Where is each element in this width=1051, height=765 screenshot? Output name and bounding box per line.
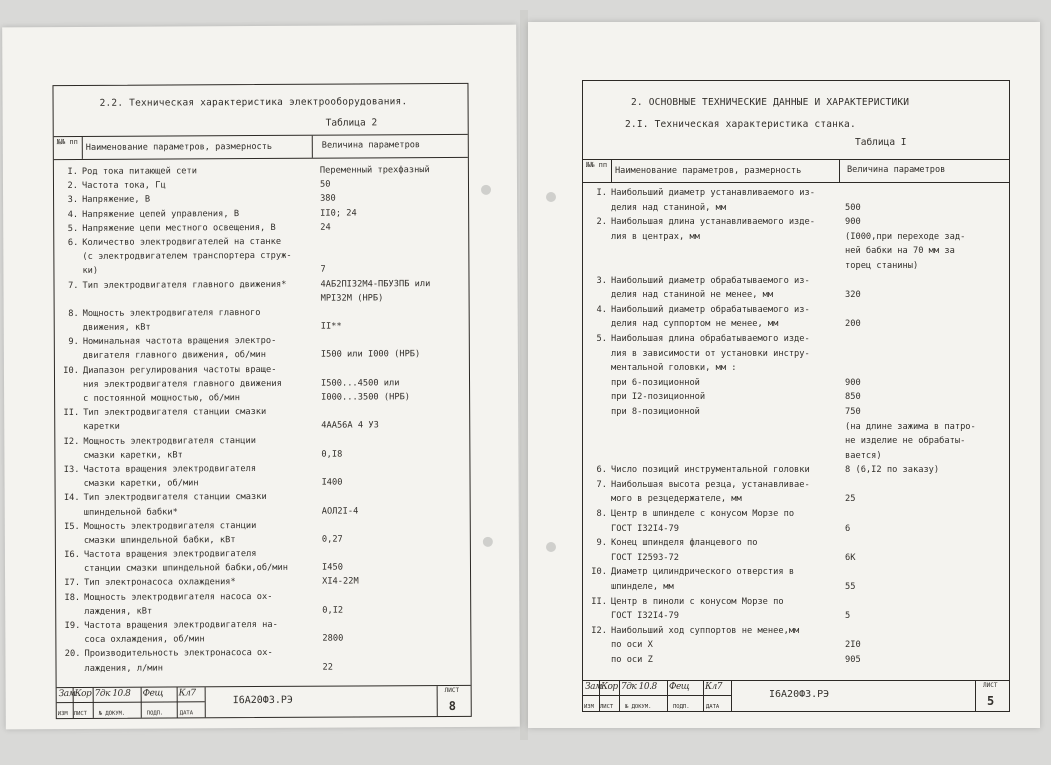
table-row <box>587 552 1009 567</box>
row-parameter: лия в центрах, мм <box>611 231 700 242</box>
column-divider <box>839 160 840 182</box>
stamp-signature: Зам <box>58 688 76 700</box>
row-parameter: соса охлаждения, об/мин <box>84 634 205 646</box>
row-parameter: лаждения, л/мин <box>84 663 164 674</box>
row-value: Переменный трехфазный <box>319 165 430 176</box>
row-parameter: Напряжение цепи местного освещения, В <box>82 222 276 234</box>
stamp-label: № ДОКУМ. <box>625 704 652 710</box>
table-header <box>583 159 1009 183</box>
stamp-cell <box>437 686 438 716</box>
row-parameter: Напряжение, В <box>82 194 151 206</box>
row-value: 0,27 <box>321 534 343 545</box>
row-parameter: при 8-позиционной <box>611 406 700 417</box>
punch-hole <box>546 542 556 552</box>
row-parameter: делия над станиной не менее, мм <box>611 290 774 301</box>
column-param: Наименование параметров, размерность <box>85 141 273 153</box>
row-number: 4. <box>67 209 79 220</box>
row-value: 200 <box>845 319 861 330</box>
row-parameter: Наибольший диаметр обрабатываемого из- <box>611 275 810 286</box>
row-value: 6 <box>845 523 851 534</box>
row-number: 8. <box>596 509 607 520</box>
right-page-frame <box>582 80 1010 712</box>
row-parameter: ния электродвигателя главного движения <box>83 378 282 390</box>
row-parameter: Диаметр цилиндрического отверстия в <box>611 567 795 578</box>
row-number: I0. <box>591 567 607 578</box>
row-parameter: Конец шпинделя фланцевого по <box>611 538 758 549</box>
row-parameter: ГОСТ I2593-72 <box>611 552 679 563</box>
table-row <box>587 260 1009 275</box>
table-row <box>587 566 1009 581</box>
table-row <box>587 479 1009 494</box>
section-heading: 2.I. Техническая характеристика станка. <box>625 119 856 130</box>
row-value: 320 <box>845 290 861 301</box>
stamp-signature: 7дк 10.8 <box>94 688 131 699</box>
row-value: I500 или I000 (НРБ) <box>320 349 421 361</box>
table-row <box>587 508 1009 523</box>
row-number: 5. <box>67 223 79 234</box>
document-code: I6А20Ф3.РЭ <box>232 694 293 707</box>
table-row <box>587 304 1009 319</box>
table-row <box>587 202 1009 217</box>
row-parameter: ментальной головки, мм : <box>611 363 737 374</box>
row-number: 6. <box>596 465 607 476</box>
left-page-frame <box>52 83 471 719</box>
row-parameter: Напряжение цепей управления, В <box>82 208 240 220</box>
row-number: 20. <box>64 649 81 660</box>
table-header <box>54 134 468 160</box>
table-row <box>587 625 1009 640</box>
stamp-signature: Фещ <box>142 688 163 699</box>
row-number: I9. <box>64 620 81 632</box>
row-number: I. <box>596 188 607 198</box>
row-number: 2. <box>67 181 79 192</box>
section-heading: 2.2. Техническая характеристика электрооборудования. <box>99 96 408 109</box>
row-value: 0,I8 <box>321 449 343 460</box>
table-caption: Таблица 2 <box>325 117 378 129</box>
row-number: 3. <box>67 195 79 206</box>
row-parameter: Тип электродвигателя главного движения* <box>82 279 287 291</box>
row-value: 850 <box>845 392 861 403</box>
stamp-signature: Кор <box>601 682 618 692</box>
row-value: вается) <box>845 450 882 461</box>
row-parameter: шпинделе, мм <box>611 582 674 593</box>
row-number: 8. <box>68 308 79 319</box>
column-param: Наименование параметров, размерность <box>615 166 802 176</box>
row-number: 7. <box>596 479 607 490</box>
row-number: 9. <box>68 337 79 348</box>
table-row <box>587 406 1009 421</box>
table-row <box>587 231 1009 246</box>
row-number: I0. <box>63 365 79 376</box>
table-row <box>587 245 1009 260</box>
row-parameter: Род тока питающей сети <box>81 166 198 177</box>
row-number: 2. <box>596 217 607 228</box>
stamp-signature: Кор <box>74 688 92 699</box>
row-number: 3. <box>596 275 607 286</box>
row-number: 4. <box>596 304 607 315</box>
table-row <box>587 596 1009 611</box>
table-row <box>587 377 1009 392</box>
row-value: 0,I2 <box>322 605 344 616</box>
row-value: 8 (6,I2 по заказу) <box>845 465 940 476</box>
parameters-list <box>58 164 471 677</box>
stamp-signature: Кл7 <box>705 682 722 692</box>
page-number: 8 <box>448 698 456 714</box>
column-num: №№ пп <box>56 137 78 147</box>
row-parameter: Мощность электродвигателя станции <box>83 435 256 447</box>
row-value: 2I0 <box>845 640 861 651</box>
row-value: МРI32М (НРБ) <box>320 293 384 304</box>
stamp-signature: Кл7 <box>178 688 196 699</box>
row-parameter: мого в резцедержателе, мм <box>611 494 742 505</box>
title-block <box>583 680 1009 711</box>
row-value: 6К <box>845 552 856 563</box>
row-value: 905 <box>845 655 861 665</box>
document-code: I6А20Ф3.РЭ <box>769 689 830 700</box>
row-parameter: Наибольший ход суппортов не менее,мм <box>611 625 800 636</box>
row-number: I7. <box>64 578 81 589</box>
row-parameter: двигателя главного движения, об/мин <box>82 350 266 362</box>
page-number: 5 <box>987 694 995 708</box>
column-divider <box>312 136 313 158</box>
table-row <box>587 654 1009 669</box>
row-number: II. <box>63 408 80 419</box>
row-parameter: Количество электродвигателей на станке <box>82 236 282 248</box>
stamp-label: ИЗМ <box>57 711 68 718</box>
page-fold-gap <box>520 10 528 740</box>
row-value: не изделие не обрабаты- <box>845 436 966 447</box>
table-row <box>587 333 1009 348</box>
table-row <box>587 318 1009 333</box>
row-parameter: Наибольшая длина обрабатываемого изде- <box>611 333 810 344</box>
row-parameter: Частота вращения электродвигателя <box>83 549 257 560</box>
row-value: торец станины) <box>845 260 919 271</box>
row-parameter: движения, кВт <box>82 322 151 333</box>
table-row <box>60 660 470 676</box>
stamp-label: ЛИСТ <box>73 710 88 717</box>
table-row <box>587 581 1009 596</box>
row-value: 380 <box>320 193 336 205</box>
right-page <box>528 22 1040 728</box>
row-parameter: при I2-позиционной <box>611 392 706 403</box>
table-row <box>587 537 1009 552</box>
left-page <box>2 25 520 730</box>
row-parameter: ГОСТ I32I4-79 <box>611 523 679 534</box>
row-parameter: Центр в шпинделе с конусом Морзе по <box>611 509 795 520</box>
row-parameter: Тип электронасоса охлаждения* <box>84 577 236 589</box>
column-num: №№ пп <box>586 161 608 169</box>
row-parameter: Частота вращения электродвигателя на- <box>84 619 278 631</box>
column-divider <box>611 160 612 182</box>
table-caption: Таблица I <box>855 137 907 148</box>
row-parameter: Наибольший диаметр обрабатываемого из- <box>611 304 810 315</box>
row-parameter: смазки каретки, об/мин <box>83 478 199 490</box>
table-row <box>587 348 1009 363</box>
row-parameter: Мощность электродвигателя станции <box>83 520 257 532</box>
table-row <box>587 450 1009 465</box>
row-value: 25 <box>845 494 856 505</box>
row-parameter: ГОСТ I32I4-79 <box>611 611 679 622</box>
row-parameter: (с электродвигателем транспортера струж- <box>82 250 292 263</box>
row-value: 55 <box>845 582 856 593</box>
row-value: (I000,при переходе зад- <box>845 231 966 242</box>
row-number: 6. <box>67 237 79 248</box>
row-parameter: с постоянной мощностью, об/мин <box>83 393 241 404</box>
stamp-label: ИЗМ <box>584 704 594 710</box>
table-row <box>587 639 1009 654</box>
row-number: I2. <box>63 436 80 447</box>
row-value: 4АА56А 4 У3 <box>321 420 379 432</box>
row-value: 500 <box>845 202 861 213</box>
table-row <box>587 493 1009 508</box>
row-parameter: по оси X <box>611 640 653 651</box>
title-block <box>57 685 471 718</box>
table-row <box>587 435 1009 450</box>
sheet-label: ЛИСТ <box>983 682 998 689</box>
stamp-signature: Фещ <box>669 682 690 692</box>
row-parameter: лаждения, кВт <box>84 606 153 617</box>
table-row <box>587 421 1009 436</box>
stamp-label: ДАТА <box>179 710 194 717</box>
table-row <box>587 523 1009 538</box>
row-parameter: смазки шпиндельной бабки, кВт <box>83 535 236 546</box>
column-value: Величина параметров <box>321 140 421 151</box>
row-parameter: каретки <box>83 422 120 433</box>
stamp-label: № ДОКУМ. <box>98 710 126 717</box>
row-parameter: Номинальная частота вращения электро- <box>82 336 277 348</box>
row-number: I4. <box>63 493 80 504</box>
stamp-label: ДАТА <box>706 704 720 710</box>
row-parameter: Наибольший диаметр устанавливаемого из- <box>611 188 815 198</box>
row-parameter: шпиндельной бабки* <box>83 506 178 518</box>
row-value: 7 <box>320 264 326 275</box>
punch-hole <box>546 192 556 202</box>
row-value: I400 <box>321 477 343 488</box>
row-parameter: Тип электродвигателя станции смазки <box>83 407 267 419</box>
row-value: I000...3500 (НРБ) <box>321 392 411 403</box>
row-value: 5 <box>845 611 851 622</box>
table-row <box>587 391 1009 406</box>
row-number: 7. <box>68 280 79 291</box>
parameters-list <box>587 187 1009 669</box>
row-value: ней бабки на 70 мм за <box>845 246 955 257</box>
table-row <box>587 187 1009 202</box>
row-number: I8. <box>64 592 81 603</box>
row-parameter: Диапазон регулирования частоты враще- <box>82 364 277 376</box>
row-value: II** <box>320 321 342 332</box>
row-value: I450 <box>321 562 343 573</box>
row-parameter: по оси Z <box>611 655 653 665</box>
row-parameter: Центр в пиноли с конусом Морзе по <box>611 596 784 607</box>
row-number: 5. <box>596 333 607 344</box>
stamp-label: ПОДП. <box>146 710 164 717</box>
stamp-signature: Зам <box>585 682 602 692</box>
table-row <box>587 216 1009 231</box>
stamp-label: ПОДП. <box>673 704 690 710</box>
row-parameter: Наибольшая длина устанавливаемого изде- <box>611 217 815 228</box>
row-number: I6. <box>64 550 80 561</box>
row-number: II. <box>591 596 607 607</box>
row-number: I5. <box>64 521 80 532</box>
table-row <box>587 289 1009 304</box>
table-row <box>587 362 1009 377</box>
row-value: 900 <box>845 377 861 388</box>
row-number: I3. <box>63 464 80 475</box>
table-row <box>587 610 1009 625</box>
stamp-signature: 7дк 10.8 <box>621 682 657 692</box>
punch-hole <box>481 185 491 195</box>
row-value: II0; 24 <box>320 208 357 219</box>
row-number: I. <box>67 166 78 178</box>
row-value: 4АБ2ПI32М4-ПБУЗПБ или <box>320 278 431 290</box>
row-value: 24 <box>320 222 331 233</box>
row-parameter: Мощность электродвигателя главного <box>82 307 261 319</box>
row-number: I2. <box>591 625 607 636</box>
stamp-label: ЛИСТ <box>600 704 614 710</box>
row-parameter: при 6-позиционной <box>611 377 700 388</box>
table-row <box>587 275 1009 290</box>
row-value: 2800 <box>322 633 344 644</box>
column-value: Величина параметров <box>847 165 946 175</box>
row-parameter: делия над суппортом не менее, мм <box>611 319 779 330</box>
punch-hole <box>483 537 493 547</box>
row-parameter: Производительность электронасоса ох- <box>84 648 273 660</box>
row-value: ХI4-22М <box>322 576 359 588</box>
row-parameter: Наибольшая высота резца, устанавливае- <box>611 479 810 490</box>
row-value: I500...4500 или <box>321 378 400 389</box>
row-parameter: лия в зависимости от установки инстру- <box>611 348 810 359</box>
row-value: 900 <box>845 217 861 228</box>
row-parameter: Частота тока, Гц <box>81 180 166 192</box>
column-divider <box>82 137 83 159</box>
row-parameter: смазки каретки, кВт <box>83 450 183 461</box>
row-parameter: Частота вращения электродвигателя <box>83 463 257 475</box>
table-row <box>587 464 1009 479</box>
row-parameter: станции смазки шпиндельной бабки,об/мин <box>83 563 289 575</box>
chapter-heading: 2. ОСНОВНЫЕ ТЕХНИЧЕСКИЕ ДАННЫЕ И ХАРАКТЕРИСТИКИ <box>631 97 910 108</box>
sheet-label: ЛИСТ <box>444 686 460 695</box>
row-parameter: Мощность электродвигателя насоса ох- <box>84 591 273 603</box>
row-value: (на длине зажима в патро- <box>845 421 976 432</box>
row-parameter: ки) <box>82 266 99 277</box>
row-number: 9. <box>596 538 607 549</box>
stamp-cell <box>975 681 976 711</box>
row-parameter: Тип электродвигателя станции смазки <box>83 492 267 504</box>
row-parameter: делия над станиной, мм <box>611 202 727 213</box>
row-value: 750 <box>845 406 861 417</box>
row-value: 22 <box>322 662 334 673</box>
row-value: 50 <box>319 179 331 190</box>
row-value: АОЛ2I-4 <box>321 505 359 517</box>
row-parameter: Число позиций инструментальной головки <box>611 465 810 476</box>
